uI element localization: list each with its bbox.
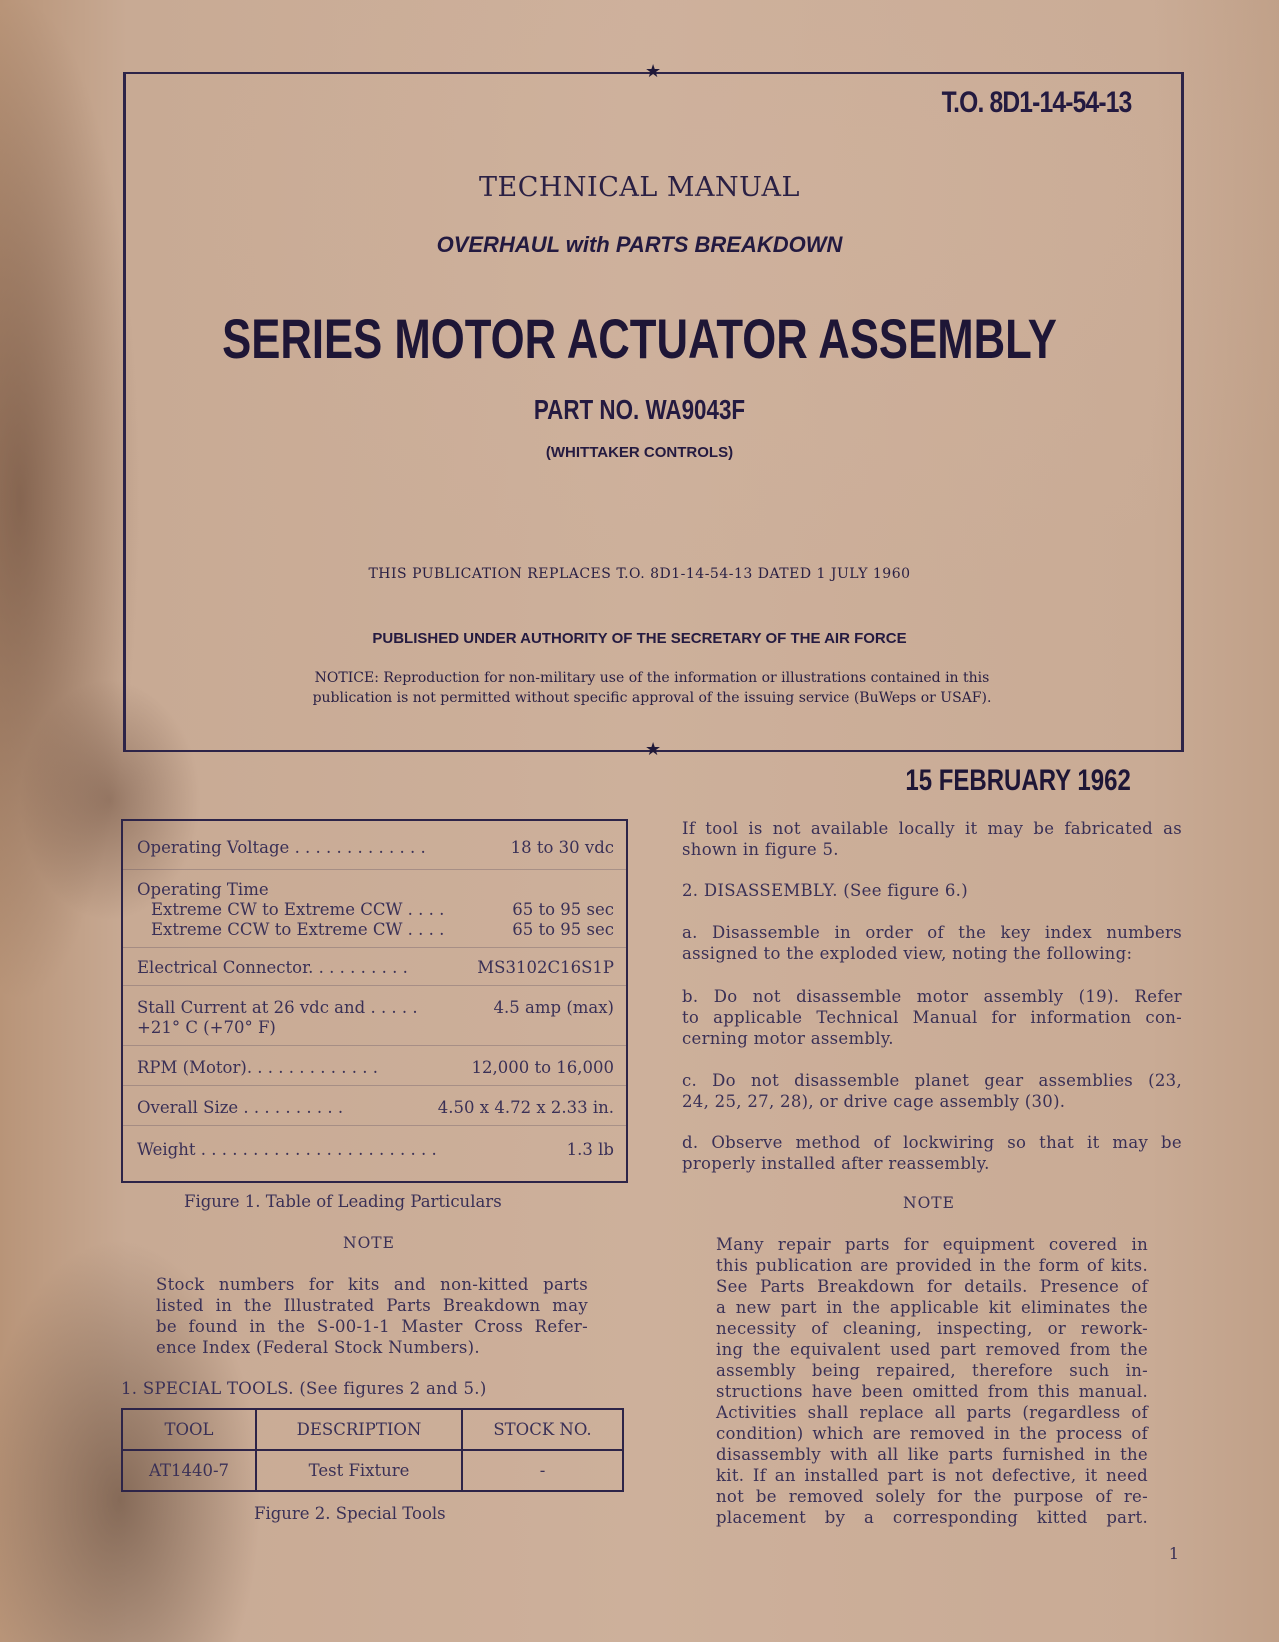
step-a: a. Disassemble in order of the key index numbers assigned to the exploded view, noting the following: — [682, 923, 1182, 963]
page-number: 1 — [1168, 1544, 1179, 1563]
lp-overall-size: Overall Size . . . . . . . . . . 4.50 x 4.72 x 2.33 in. — [137, 1098, 614, 1117]
page-title: SERIES MOTOR ACTUATOR ASSEMBLY — [222, 307, 1057, 370]
table-row — [122, 1450, 623, 1491]
leading-particulars-table — [121, 819, 628, 1183]
publication-date: 15 FEBRUARY 1962 — [905, 764, 1131, 797]
part-number: PART NO. WA9043F — [533, 394, 746, 425]
lp-operating-voltage: Operating Voltage . . . . . . . . . . . . . 18 to 30 vdc — [137, 838, 614, 857]
manufacturer: (WHITTAKER CONTROLS) — [545, 444, 734, 461]
col-tool: TOOL — [122, 1409, 256, 1450]
manual-type: TECHNICAL MANUAL — [478, 172, 800, 203]
lp-electrical-connector: Electrical Connector. . . . . . . . . . MS3102C16S1P — [137, 958, 614, 977]
step-c: c. Do not disassemble planet gear assemblies (23, 24, 25, 27, 28), or drive cage assembly (30). — [682, 1071, 1182, 1111]
lp-rpm: RPM (Motor). . . . . . . . . . . . . 12,000 to 16,000 — [137, 1058, 614, 1077]
tool-fabrication-text: If tool is not available locally it may be fabricated as shown in figure 5. — [682, 819, 1182, 859]
replaces-notice: THIS PUBLICATION REPLACES T.O. 8D1-14-54-13 DATED 1 JULY 1960 — [368, 566, 911, 582]
notice-line-1: NOTICE: Reproduction for non-military use of the information or illustrations contained in this — [314, 670, 990, 686]
lp-operating-time: Operating Time — [137, 880, 269, 899]
step-b: b. Do not disassemble motor assembly (19). Refer to applicable Technical Manual for information con- cerning motor assembly. — [682, 987, 1182, 1048]
note-left-body: Stock numbers for kits and non-kitted parts listed in the Illustrated Parts Breakdown may be found in the S-00-1-1 Master Cross Refer- ence Index (Federal Stock Numbers). — [156, 1275, 588, 1357]
subtitle: OVERHAUL with PARTS BREAKDOWN — [436, 232, 843, 257]
cell-tool: AT1440-7 — [122, 1450, 256, 1491]
disassembly-heading: 2. DISASSEMBLY. (See figure 6.) — [682, 881, 968, 900]
cell-stock-no: - — [462, 1450, 623, 1491]
col-description: DESCRIPTION — [256, 1409, 462, 1450]
lp-ccw-to-cw: Extreme CCW to Extreme CW . . . . 65 to 95 sec — [151, 920, 614, 939]
col-stock-no: STOCK NO. — [462, 1409, 623, 1450]
table-header-row — [122, 1409, 623, 1450]
notice-line-2: publication is not permitted without specific approval of the issuing service (BuWeps or USAF). — [312, 690, 992, 706]
lp-weight: Weight . . . . . . . . . . . . . . . . . . . . . . . 1.3 lb — [137, 1140, 614, 1159]
step-d: d. Observe method of lockwiring so that it may be properly installed after reassembly. — [682, 1133, 1182, 1173]
special-tools-table — [121, 1408, 624, 1492]
cell-description: Test Fixture — [256, 1450, 462, 1491]
figure-2-caption: Figure 2. Special Tools — [254, 1504, 446, 1523]
reproduction-notice — [282, 668, 1022, 708]
special-tools-heading: 1. SPECIAL TOOLS. (See figures 2 and 5.) — [121, 1379, 487, 1398]
note-right-heading: NOTE — [903, 1194, 955, 1212]
to-number: T.O. 8D1-14-54-13 — [941, 86, 1131, 119]
lp-stall-current-temp: +21° C (+70° F) — [137, 1018, 276, 1037]
figure-1-caption: Figure 1. Table of Leading Particulars — [184, 1192, 502, 1211]
note-right-body: Many repair parts for equipment covered in this publication are provided in the form of kits. See Parts Breakdown for details. Presence of a new part in the applicable kit eliminates the necessity of cleaning, inspecting, or rework- ing the equivalent used part removed from the assembly being repaired, therefore such in- structions have been omitted from this manual. Activities shall replace all parts (regardless of condition) which are removed in the process of disassembly with all like parts furnished in the kit. If an installed part is not defective, it need not be removed solely for the purpose of re- placement by a corresponding kitted part. — [716, 1235, 1148, 1527]
note-left-heading: NOTE — [343, 1234, 395, 1252]
lp-cw-to-ccw: Extreme CW to Extreme CCW . . . . 65 to 95 sec — [151, 900, 614, 919]
star-top-icon: ★ — [645, 61, 662, 82]
star-bottom-icon: ★ — [645, 739, 662, 760]
lp-stall-current: Stall Current at 26 vdc and . . . . . 4.5 amp (max) — [137, 998, 614, 1017]
authority-line: PUBLISHED UNDER AUTHORITY OF THE SECRETARY OF THE AIR FORCE — [372, 630, 907, 647]
